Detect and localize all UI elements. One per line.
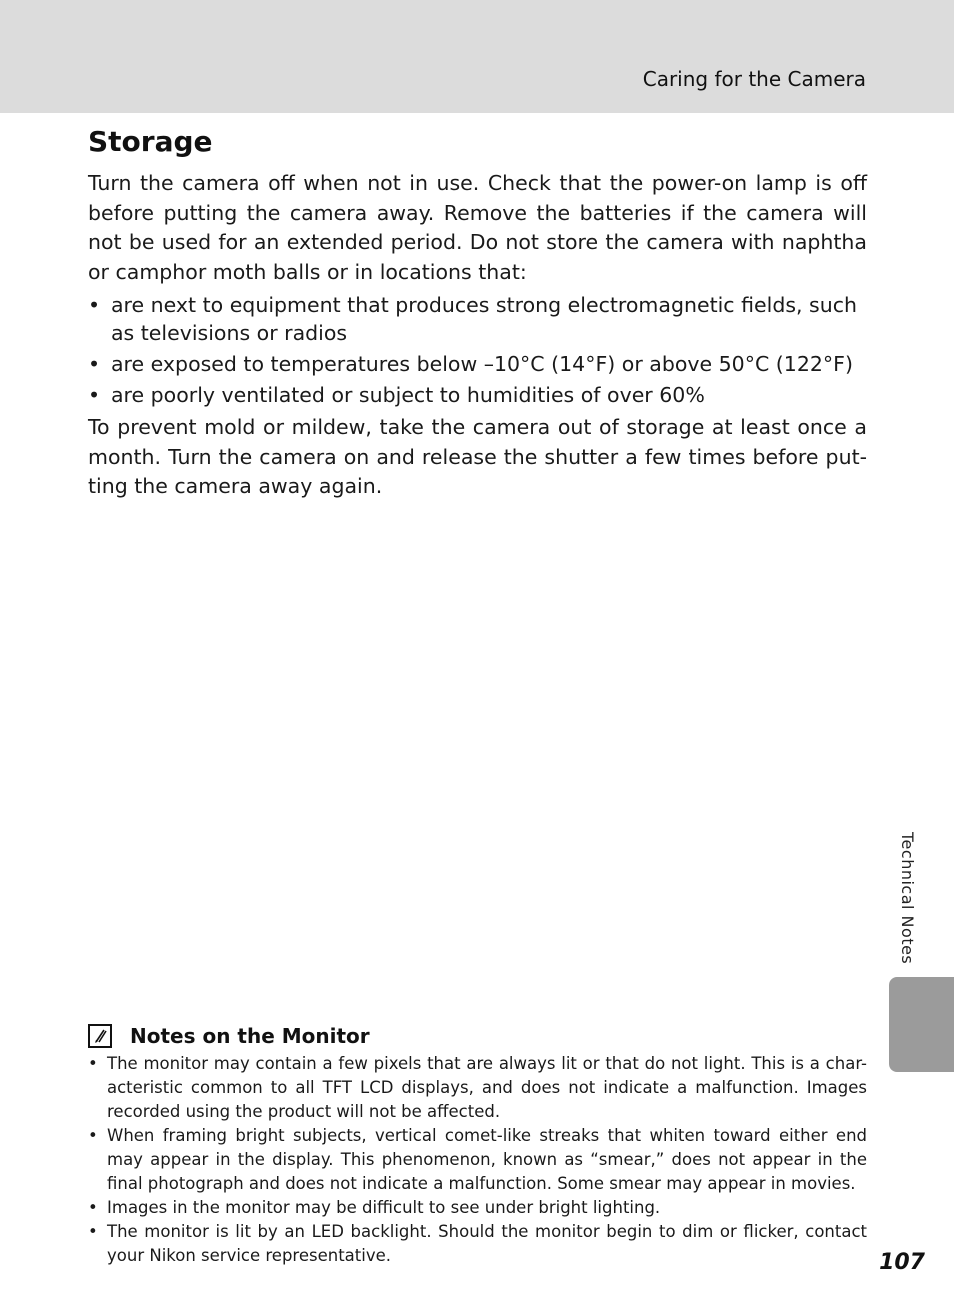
bullet-icon: •	[88, 352, 101, 376]
side-tab-marker	[889, 977, 954, 1072]
bullet-icon: •	[88, 1222, 98, 1241]
storage-heading: Storage	[88, 125, 213, 158]
list-item: • The monitor is lit by an LED backlight. Should the monitor begin to dim or flicker, contact your Nikon service representative.	[88, 1222, 867, 1265]
storage-closing-paragraph: To prevent mold or mildew, take the camera out of storage at least once a month. Turn the camera on and release the shutter a few times before put-ting the camera away again.	[88, 415, 867, 498]
list-item: • When framing bright subjects, vertical comet-like streaks that whiten toward either end may appear in the display. This phenomenon, known as “smear,” does not appear in the final photograph and does not indicate a malfunction. Some smear may appear in movies.	[88, 1126, 867, 1193]
list-item: • The monitor may contain a few pixels that are always lit or that do not light. This is a char-acteristic common to all TFT LCD displays, and does not indicate a malfunction. Images recorded using the product will not be affected.	[88, 1054, 867, 1121]
pencil-note-icon-graphic	[92, 1028, 108, 1044]
side-tab-label	[897, 832, 919, 977]
note-title: Notes on the Monitor	[130, 1024, 370, 1048]
header-band	[0, 0, 954, 113]
pencil-note-icon	[88, 1024, 112, 1048]
bullet-icon: •	[88, 1198, 98, 1217]
monitor-note	[88, 1022, 867, 1268]
list-item: • are poorly ventilated or subject to humidities of over 60%	[88, 383, 705, 407]
bullet-icon: •	[88, 1126, 98, 1145]
list-item: • are exposed to temperatures below –10°C (14°F) or above 50°C (122°F)	[88, 352, 853, 376]
bullet-icon: •	[88, 1054, 98, 1073]
section-header-title: Caring for the Camera	[642, 67, 866, 91]
storage-location-list	[88, 291, 867, 409]
note-header	[88, 1022, 867, 1050]
bullet-icon: •	[88, 383, 101, 407]
storage-intro-paragraph: Turn the camera off when not in use. Check that the power-on lamp is off before putting the camera away. Remove the batteries if the camera will not be used for an extended period. Do not store the camera with naphtha or camphor moth balls or in locations that:	[88, 171, 867, 284]
note-list	[88, 1052, 867, 1268]
list-item: • Images in the monitor may be difficult to see under bright lighting.	[88, 1196, 867, 1220]
bullet-icon: •	[88, 293, 101, 317]
page-number: 107	[879, 1250, 925, 1275]
side-tab-label-text: Technical Notes	[898, 832, 917, 965]
list-item: • are next to equipment that produces strong electromagnetic fields, such as televisions or radios	[88, 293, 857, 345]
storage-section	[88, 123, 867, 502]
